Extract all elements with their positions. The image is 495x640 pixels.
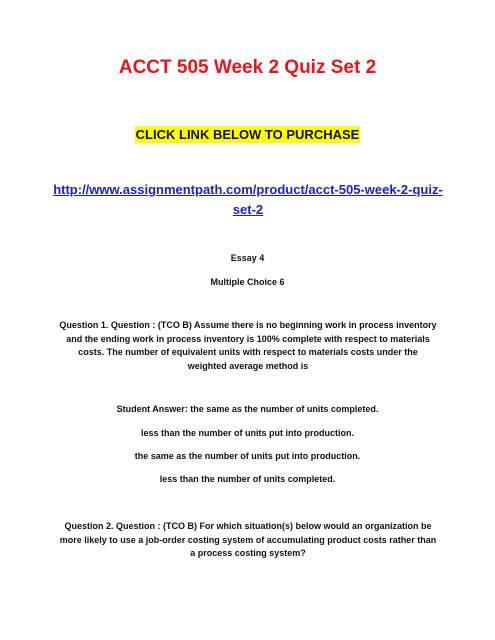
question-1-student-answer: Student Answer: the same as the number of units completed.	[116, 404, 379, 414]
product-link[interactable]: http://www.assignmentpath.com/product/acct-505-week-2-quiz-set-2	[53, 182, 443, 217]
question-2-text: Question 2. Question : (TCO B) For which situation(s) below would an organization be more likely to use a job-order costing system of accumulating product costs rather than a process costing system?	[59, 521, 437, 558]
essay-count: Essay 4	[230, 253, 265, 263]
purchase-callout-text: CLICK LINK BELOW TO PURCHASE	[135, 127, 360, 142]
multiple-choice-count: Multiple Choice 6	[210, 277, 285, 287]
purchase-callout	[0, 126, 495, 144]
question-1-text: Question 1. Question : (TCO B) Assume there is no beginning work in process inventory and the ending work in process inventory is 100% complete with respect to materials costs. The number of equivalent units with respect to materials costs under the weighted average method is	[59, 320, 437, 371]
question-1-option: less than the number of units put into production.	[141, 428, 354, 438]
document-title: ACCT 505 Week 2 Quiz Set 2	[118, 57, 377, 78]
question-1-option: the same as the number of units put into production.	[134, 451, 361, 461]
question-1-option: less than the number of units completed.	[159, 474, 336, 484]
